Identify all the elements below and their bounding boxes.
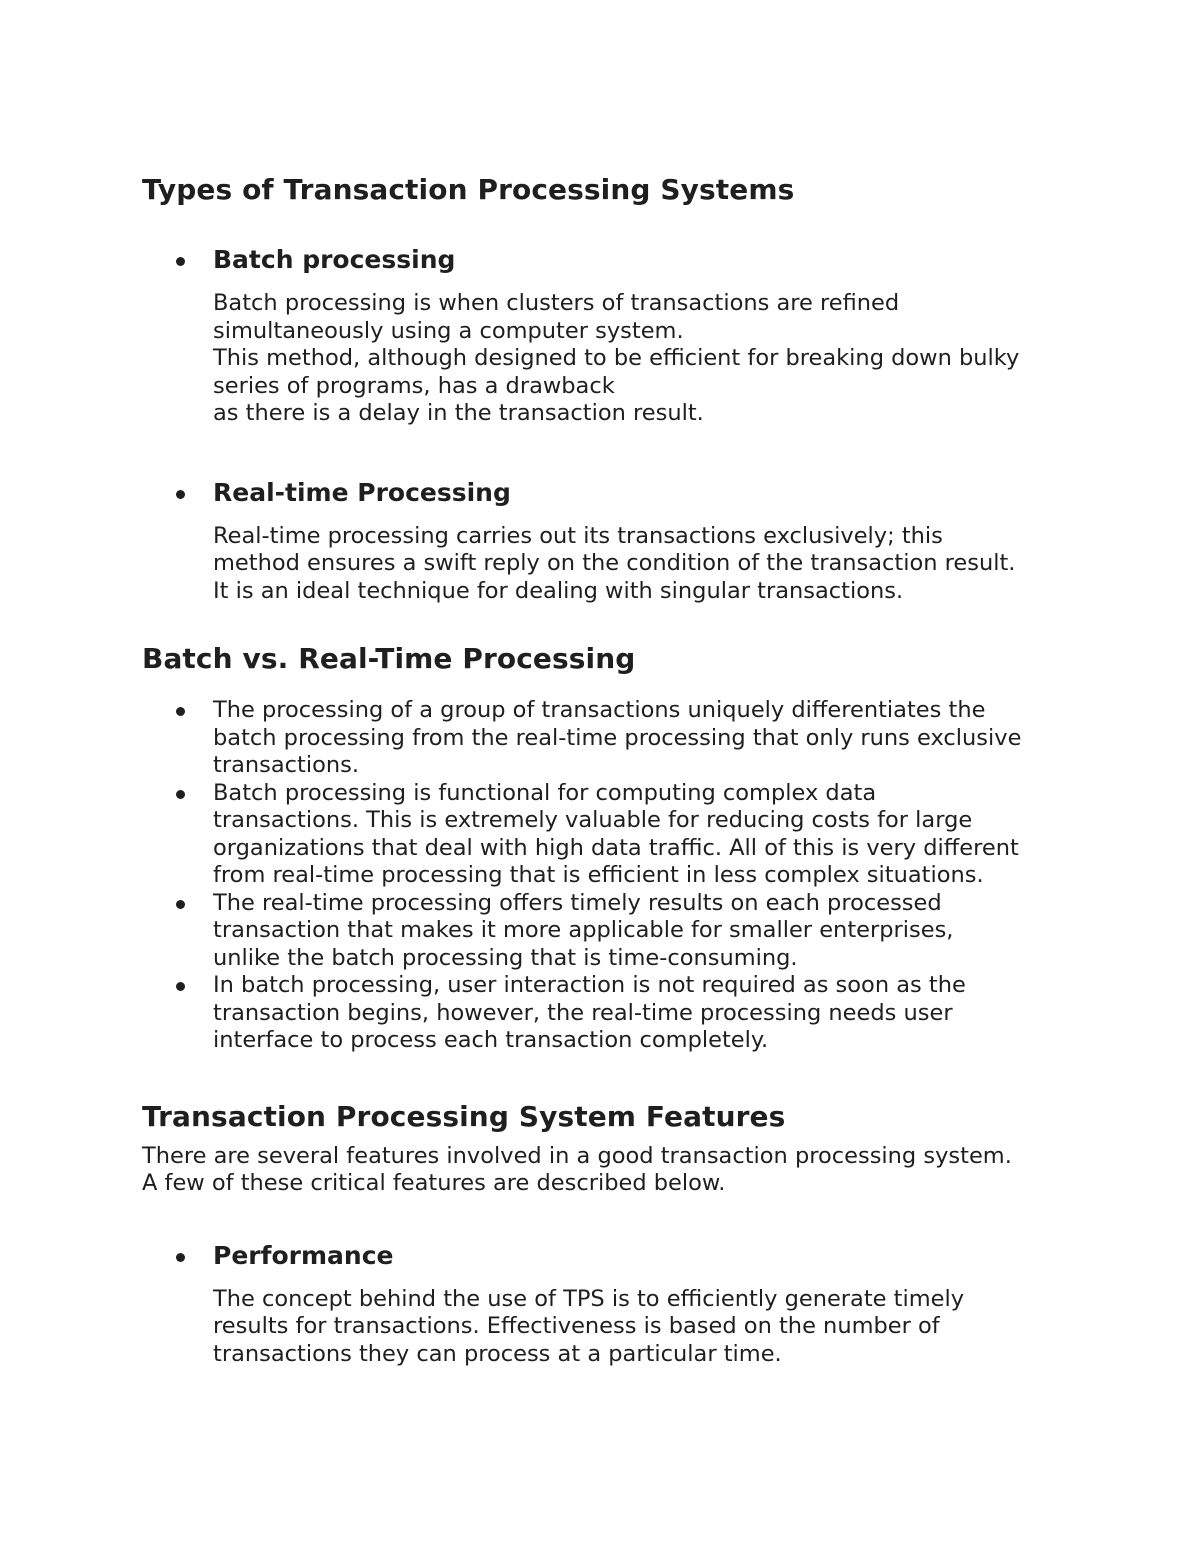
text-line: transactions. This is extremely valuable for reducing costs for large bbox=[213, 807, 973, 833]
text-line: as there is a delay in the transaction result. bbox=[213, 400, 704, 426]
features-list bbox=[142, 1240, 1082, 1272]
paragraph-performance bbox=[142, 1286, 1082, 1369]
text-line: batch processing from the real-time processing that only runs exclusive bbox=[213, 724, 1022, 751]
section-heading-features: Transaction Processing System Features bbox=[142, 1099, 786, 1133]
text-line: method ensures a swift reply on the condition of the transaction result. bbox=[213, 550, 1016, 576]
comparison-list bbox=[142, 697, 1082, 1055]
comparison-item bbox=[142, 890, 1082, 973]
text-line: There are several features involved in a good transaction processing system. bbox=[142, 1142, 1012, 1169]
text-line: This method, although designed to be efficient for breaking down bulky bbox=[213, 345, 1020, 371]
paragraph-real-time-processing bbox=[142, 523, 1082, 606]
types-list bbox=[142, 244, 1082, 276]
comparison-item bbox=[142, 972, 1082, 1055]
text-line: from real-time processing that is efficient in less complex situations. bbox=[213, 862, 984, 888]
paragraph-batch-processing bbox=[142, 290, 1082, 428]
text-line: A few of these critical features are described below. bbox=[142, 1170, 726, 1196]
subheading-real-time-processing: Real-time Processing bbox=[142, 477, 1082, 509]
text-line: The concept behind the use of TPS is to efficiently generate timely bbox=[213, 1285, 965, 1312]
text-line: It is an ideal technique for dealing with singular transactions. bbox=[213, 577, 904, 604]
text-line: transactions. bbox=[213, 752, 359, 778]
text-line: Batch processing is when clusters of transactions are refined bbox=[213, 290, 900, 316]
text-line: interface to process each transaction completely. bbox=[213, 1027, 769, 1053]
text-line: unlike the batch processing that is time-consuming. bbox=[213, 944, 798, 971]
section-heading-batch-vs-real-time: Batch vs. Real-Time Processing bbox=[142, 642, 636, 675]
text-line: simultaneously using a computer system. bbox=[213, 317, 684, 344]
text-line: In batch processing, user interaction is not required as soon as the bbox=[213, 972, 966, 998]
subheading-performance: Performance bbox=[142, 1240, 1082, 1272]
text-line: transaction begins, however, the real-time processing needs user bbox=[213, 999, 953, 1026]
paragraph-features-intro bbox=[142, 1143, 1082, 1198]
text-line: Real-time processing carries out its transactions exclusively; this bbox=[213, 522, 943, 549]
text-line: series of programs, has a drawback bbox=[213, 372, 615, 399]
text-line: organizations that deal with high data traffic. All of this is very different bbox=[213, 834, 1019, 861]
text-line: The processing of a group of transactions uniquely differentiates the bbox=[213, 697, 986, 723]
text-line: transaction that makes it more applicable for smaller enterprises, bbox=[213, 917, 954, 943]
comparison-item bbox=[142, 697, 1082, 780]
subheading-batch-processing: Batch processing bbox=[142, 244, 1082, 276]
document-page bbox=[142, 170, 1082, 1368]
text-line: transactions they can process at a particular time. bbox=[213, 1340, 782, 1367]
text-line: results for transactions. Effectiveness is based on the number of bbox=[213, 1313, 940, 1339]
text-line: The real-time processing offers timely results on each processed bbox=[213, 889, 942, 916]
comparison-item bbox=[142, 780, 1082, 890]
text-line: Batch processing is functional for computing complex data bbox=[213, 779, 877, 806]
types-list-2 bbox=[142, 477, 1082, 509]
section-heading-types: Types of Transaction Processing Systems bbox=[142, 173, 795, 206]
